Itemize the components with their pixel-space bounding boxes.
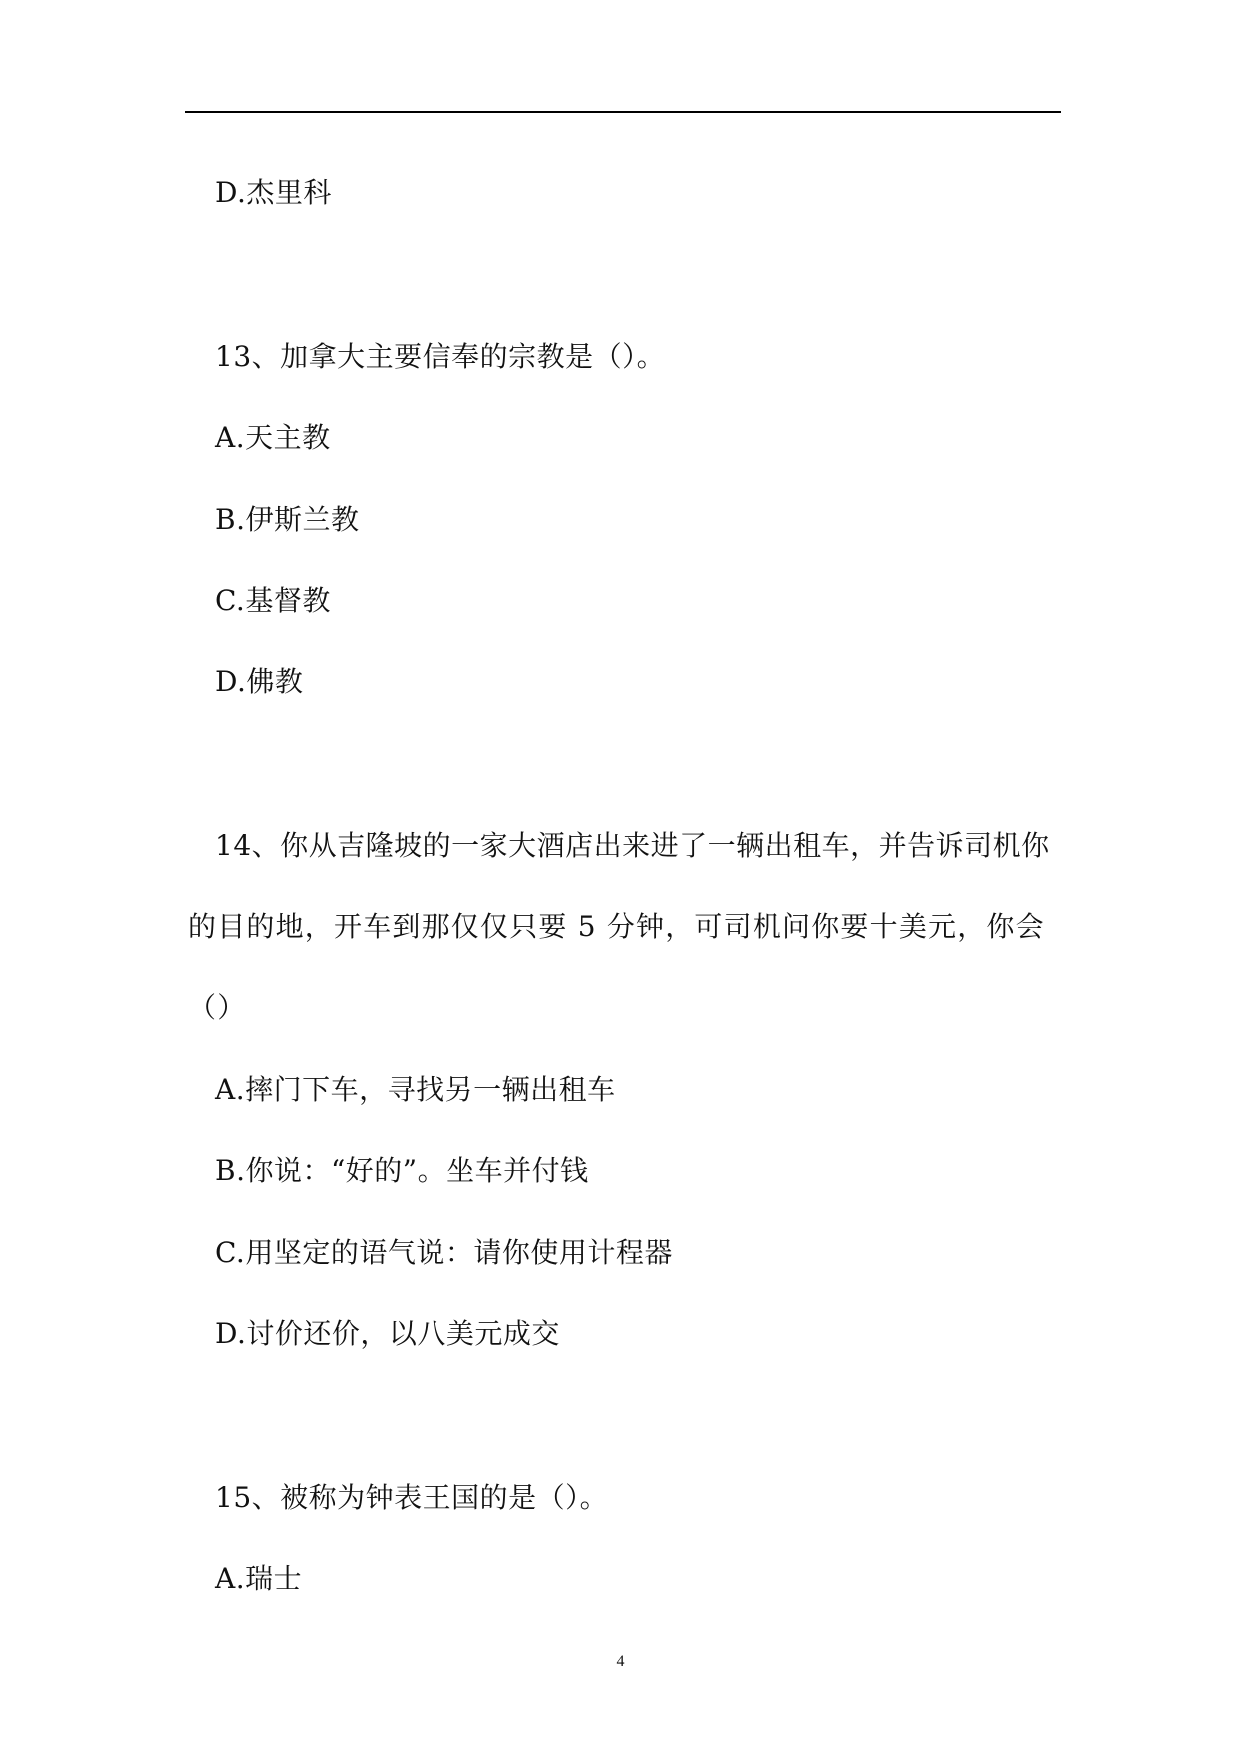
q15-option-a: A.瑞士 (215, 1562, 303, 1595)
q12-option-d: D.杰里科 (215, 176, 332, 209)
q13-option-c: C.基督教 (215, 584, 331, 617)
q14-stem-line-1: 14、你从吉隆坡的一家大酒店出来进了一辆出租车，并告诉司机你 (215, 829, 1050, 862)
q14-stem-line-3: （） (188, 991, 247, 1024)
header-rule (185, 111, 1061, 113)
q13-option-d: D.佛教 (215, 665, 304, 698)
q14-option-c: C.用坚定的语气说：请你使用计程器 (215, 1236, 673, 1269)
page-number: 4 (616, 1653, 625, 1670)
q13-option-b: B.伊斯兰教 (215, 503, 360, 536)
q13-option-a: A.天主教 (215, 421, 331, 454)
q14-option-b: B.你说：“好的”。坐车并付钱 (215, 1154, 589, 1187)
q15-stem: 15、被称为钟表王国的是（）。 (215, 1481, 609, 1514)
q14-option-d: D.讨价还价，以八美元成交 (215, 1317, 560, 1350)
q14-stem-line-2: 的目的地，开车到那仅仅只要 5 分钟，可司机问你要十美元，你会 (188, 910, 1045, 943)
q13-stem: 13、加拿大主要信奉的宗教是（）。 (215, 340, 666, 373)
q14-option-a: A.摔门下车，寻找另一辆出租车 (215, 1073, 616, 1106)
